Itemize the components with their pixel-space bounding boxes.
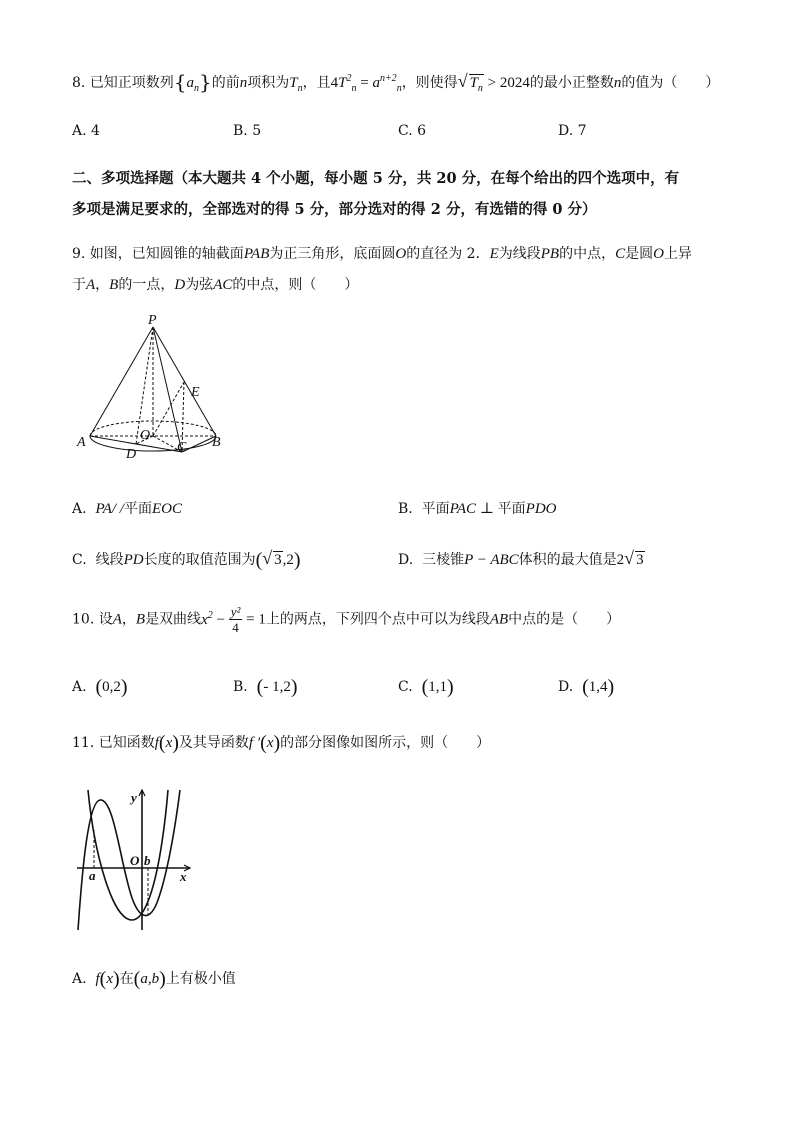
edge-PB (153, 327, 216, 436)
q9-option-c[interactable]: C. 线段PD长度的取值范围为(√ 3,2) (72, 548, 301, 571)
q9-stem-line1: 9. 如图，已知圆锥的轴截面PAB为正三角形，底面圆O的直径为 2．E为线段PB的中点，C是圆O上异 (72, 246, 692, 262)
q8-option-c[interactable]: C. 6 (398, 123, 427, 139)
q11-graph-figure (72, 782, 202, 934)
q11-stem: 11. 已知函数f(x)及其导函数f ′(x)的部分图像如图所示，则（ ） (72, 732, 491, 754)
q10-stem: 10. 设A，B是双曲线$x^2$ − $\frac{\text{y²}}{4}$ = 1上的两点，下列四个点中可以为线段AB中点的是（ ） (72, 604, 621, 635)
q8-stem: 8. 已知正项数列$\{a_n\}$的前n项积为$T_n$，且$4T^2_n = a^{n+2}_n$，则使得√ $T_n > 2024$的最小正整数n的值为（ ） (72, 70, 720, 94)
label-D: D (126, 447, 137, 462)
label-b: b (144, 853, 151, 868)
section2-header-line1: 二、多项选择题（本大题共 4 个小题，每小题 5 分，共 20 分，在每个给出的四个选项中，有 (72, 170, 680, 187)
cone-base-front (90, 436, 216, 451)
label-E: E (191, 385, 200, 400)
q9-stem-line2: 于A，B的一点，D为弦AC的中点，则（ ） (72, 277, 359, 293)
q9-option-a[interactable]: A. PA/ /平面EOC (72, 501, 182, 517)
curve-f-prime (88, 790, 168, 920)
q10-option-b[interactable]: B. (- 1,2) (233, 676, 298, 698)
q8-option-d[interactable]: D. 7 (558, 123, 587, 139)
q9-option-d[interactable]: D. 三棱锥P − ABC体积的最大值是2√ 3 (398, 548, 644, 568)
label-O: O (130, 853, 140, 868)
label-P: P (148, 313, 157, 328)
label-x: x (180, 869, 187, 884)
edge-PC (153, 327, 182, 452)
q9-option-b[interactable]: B. 平面PAC ⊥ 平面PDO (398, 501, 557, 517)
q8-option-b[interactable]: B. 5 (233, 123, 262, 139)
q10-option-d[interactable]: D. (1,4) (558, 676, 615, 698)
segment-OE (153, 382, 184, 436)
label-a: a (89, 868, 96, 883)
segment-PD (136, 327, 153, 444)
q11-option-a[interactable]: A. f(x)在(a,b)上有极小值 (72, 968, 236, 990)
curve-f (78, 790, 180, 930)
q9-cone-figure (70, 310, 230, 462)
chord-CB (182, 436, 216, 452)
label-O: O (140, 428, 151, 443)
q8-option-a[interactable]: A. 4 (72, 123, 100, 139)
section2-header-line2: 多项是满足要求的，全部选对的得 5 分，部分选对的得 2 分，有选错的得 0 分） (72, 201, 597, 218)
label-y: y (131, 790, 137, 805)
label-B: B (212, 435, 221, 450)
edge-PA (90, 327, 153, 436)
q10-option-c[interactable]: C. (1,1) (398, 676, 454, 698)
label-A: A (77, 435, 86, 450)
q10-option-a[interactable]: A. (0,2) (72, 676, 128, 698)
label-C: C (177, 440, 187, 455)
